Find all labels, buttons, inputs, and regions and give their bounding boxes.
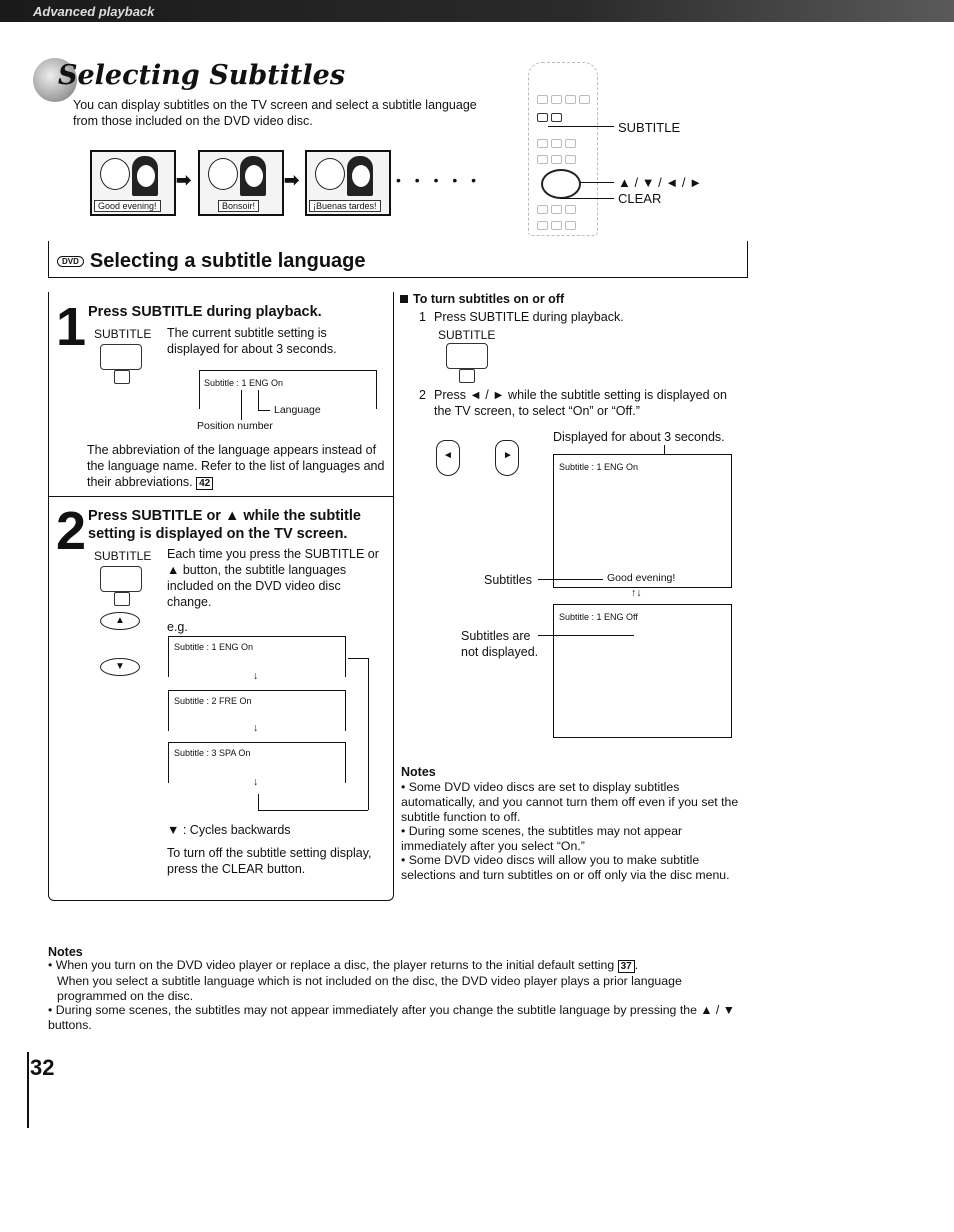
onoff-button-label: SUBTITLE <box>438 328 496 342</box>
position-number-label: Position number <box>197 420 273 432</box>
down-arrow-icon: ↓ <box>253 722 259 734</box>
more-dots: • • • • • <box>396 172 482 188</box>
onoff-step2-num: 2 <box>419 388 426 402</box>
toggle-arrows-icon: ↑↓ <box>631 587 642 599</box>
tv-frame-3 <box>305 150 391 216</box>
step1-desc: The current subtitle setting is displayed for about 3 seconds. <box>167 326 337 356</box>
cycle-screen-3-text: Subtitle : 3 SPA On <box>174 748 251 758</box>
tv-frame-2 <box>198 150 284 216</box>
arrow-right-icon: ➡ <box>284 170 300 190</box>
step1-note <box>87 442 385 492</box>
right-note-3: • Some DVD video discs will allow you to make subtitle selections and turn subtitles on or off only via the disc menu. <box>401 853 730 882</box>
intro-text: You can display subtitles on the TV screen and select a subtitle language from those included on the DVD video disc. <box>73 98 477 128</box>
subtitles-label: Subtitles <box>484 573 532 587</box>
right-note-3-text: Some DVD video discs will allow you to make subtitle selections and turn subtitles on or off only via the disc menu. <box>401 853 730 882</box>
step1-screen-text: Subtitle : 1 ENG On <box>204 378 284 388</box>
bottom-note-1: • When you turn on the DVD video player or replace a disc, the player returns to the initial default setting 37 . When you select a subtitle language which is not included on the disc, the DVD video player plays a prior language programmed on the disc. <box>48 958 738 1004</box>
right-note-2-text: During some scenes, the subtitles may not appear immediately after you select “On.” <box>401 824 683 853</box>
right-note-2: • During some scenes, the subtitles may not appear immediately after you select “On.” <box>401 824 683 853</box>
right-note-1-text: Some DVD video discs are set to display subtitles automatically, and you cannot turn them off even if you set the subtitle function to off. <box>401 780 739 824</box>
displayed-note: Displayed for about 3 seconds. <box>553 430 725 444</box>
right-button-icon: ► <box>495 440 519 476</box>
remote-arrows-label: ▲ / ▼ / ◄ / ► <box>618 175 702 190</box>
onoff-heading-text: To turn subtitles on or off <box>413 292 565 306</box>
language-label: Language <box>274 404 321 416</box>
step1-number: 1 <box>56 297 87 357</box>
section-heading <box>57 250 366 273</box>
frame-caption: Good evening! <box>94 200 161 212</box>
square-bullet-icon <box>400 295 408 303</box>
page-title: Selecting Subtitles <box>58 60 346 91</box>
tv-frame-1 <box>90 150 176 216</box>
frame-caption: ¡Buenas tardes! <box>309 200 381 212</box>
remote-clear-label: CLEAR <box>618 191 662 206</box>
cycle-screen-2-text: Subtitle : 2 FRE On <box>174 696 252 706</box>
remote-subtitle-label: SUBTITLE <box>618 120 681 135</box>
bottom-note-2-text: During some scenes, the subtitles may not appear immediately after you change the subtitle language by pressing the ▲ / ▼ buttons. <box>48 1003 735 1032</box>
not-displayed-label: Subtitles are not displayed. <box>461 629 539 659</box>
onoff-step1-num: 1 <box>419 310 426 324</box>
remote-illustration <box>528 62 598 236</box>
up-button-icon: ▲ <box>100 612 140 630</box>
bottom-note-1-cont: When you select a subtitle language which is not included on the disc, the DVD video player plays a prior language programmed on the disc. <box>57 974 682 1003</box>
cycle-backwards-note: ▼ : Cycles backwards <box>167 823 291 837</box>
step2-desc: Each time you press the SUBTITLE or ▲ button, the subtitle languages included on the DVD video disc change. <box>167 547 379 609</box>
subtitle-sample: Good evening! <box>607 572 676 584</box>
screen-subtitle-off <box>553 604 732 738</box>
step1-note-text: The abbreviation of the language appears instead of the language name. Refer to the list of languages and their abbreviations. <box>87 443 385 489</box>
screen-off-text: Subtitle : 1 ENG Off <box>559 612 638 622</box>
clear-note: To turn off the subtitle setting display, press the CLEAR button. <box>167 846 372 876</box>
right-note-1: • Some DVD video discs are set to display subtitles automatically, and you cannot turn them off even if you set the subtitle function to off. <box>401 780 739 824</box>
down-arrow-icon: ↓ <box>253 670 259 682</box>
step2-button-label: SUBTITLE <box>94 549 152 563</box>
screen-on-text: Subtitle : 1 ENG On <box>559 462 639 472</box>
page-ref-42: 42 <box>196 477 213 490</box>
frame-caption: Bonsoir! <box>218 200 259 212</box>
step1-heading: Press SUBTITLE during playback. <box>88 304 322 320</box>
cycle-screen-1-text: Subtitle : 1 ENG On <box>174 642 254 652</box>
right-notes-title: Notes <box>401 765 436 779</box>
subtitle-key-icon <box>459 369 475 383</box>
header-bar <box>0 0 954 22</box>
down-button-icon: ▼ <box>100 658 140 676</box>
subtitle-button-icon <box>446 343 488 369</box>
eg-label: e.g. <box>167 620 188 634</box>
screen-subtitle-on <box>553 454 732 588</box>
bottom-note-2: • During some scenes, the subtitles may not appear immediately after you change the subtitle language by pressing the ▲ / ▼ buttons. <box>48 1003 735 1032</box>
page-ref-37: 37 <box>618 960 635 973</box>
subtitle-key-icon <box>114 370 130 384</box>
page-number: 32 <box>30 1055 55 1080</box>
section-heading-text: Selecting a subtitle language <box>89 250 366 272</box>
onoff-step1: Press SUBTITLE during playback. <box>434 310 624 324</box>
subtitle-button-icon <box>100 344 142 370</box>
left-button-icon: ◄ <box>436 440 460 476</box>
bottom-note-1-text: When you turn on the DVD video player or replace a disc, the player returns to the initial default setting <box>55 958 615 972</box>
step2-number: 2 <box>56 501 87 561</box>
onoff-heading <box>400 290 564 308</box>
subtitle-button-icon <box>100 566 142 592</box>
dvd-badge: DVD <box>57 256 84 267</box>
step2-heading: Press SUBTITLE or ▲ while the subtitle setting is displayed on the TV screen. <box>88 508 361 542</box>
header-section-label: Advanced playback <box>33 4 155 19</box>
bottom-notes-title: Notes <box>48 945 83 959</box>
step1-button-label: SUBTITLE <box>94 327 152 341</box>
arrow-right-icon: ➡ <box>176 170 192 190</box>
subtitle-key-icon <box>114 592 130 606</box>
down-arrow-icon: ↓ <box>253 776 259 788</box>
onoff-step2: Press ◄ / ► while the subtitle setting is displayed on the TV screen, to select “On” or “Off.” <box>434 388 727 418</box>
